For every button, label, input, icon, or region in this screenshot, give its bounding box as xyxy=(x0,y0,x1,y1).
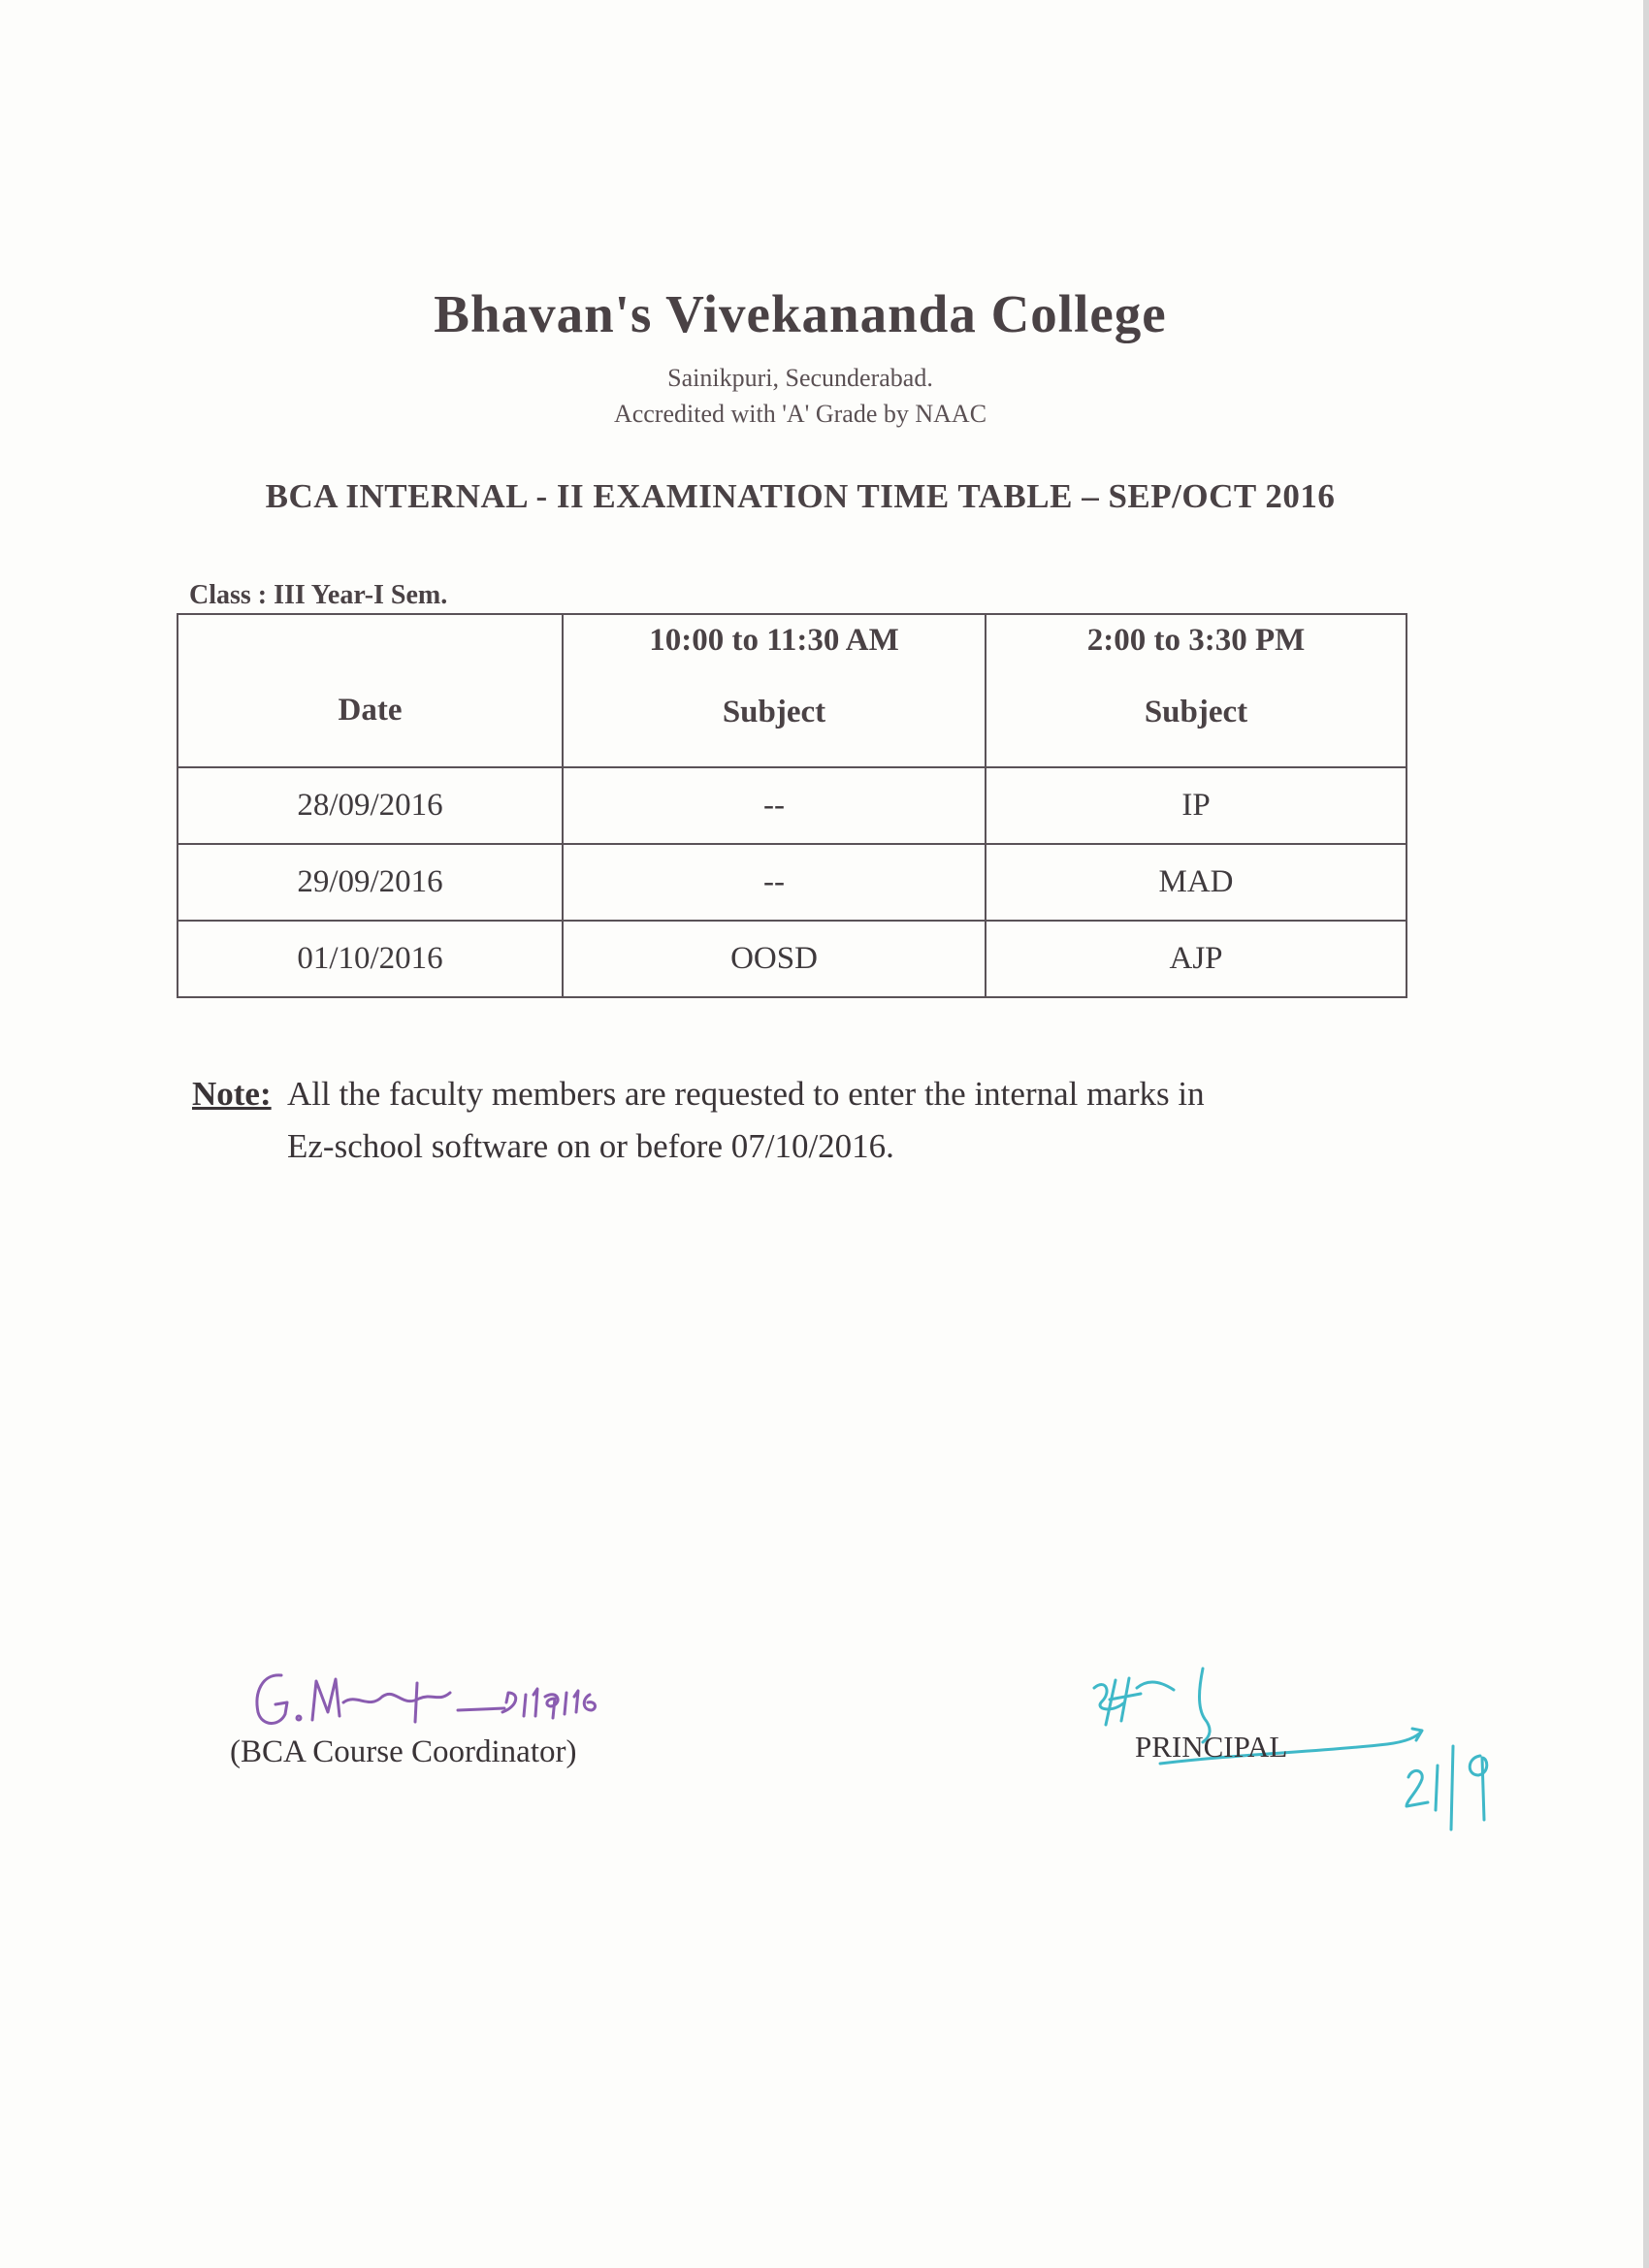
page-edge xyxy=(1643,0,1649,2268)
college-name: Bhavan's Vivekananda College xyxy=(434,284,1167,343)
table-header-row xyxy=(178,614,1406,767)
cell-morning-subject: -- xyxy=(563,844,986,921)
exam-title: BCA INTERNAL - II EXAMINATION TIME TABLE – SEP/OCT 2016 xyxy=(265,477,1336,515)
note-line-1: All the faculty members are requested to enter the internal marks in xyxy=(287,1075,1205,1113)
header-afternoon-subject: Subject xyxy=(1144,695,1248,729)
cell-morning-subject: -- xyxy=(563,767,986,844)
header-morning-subject: Subject xyxy=(722,695,826,729)
header-date: Date xyxy=(178,614,563,767)
table-row xyxy=(178,767,1406,844)
header-afternoon-time: 2:00 to 3:30 PM xyxy=(1086,623,1306,658)
note-line-2: Ez-school software on or before 07/10/2016. xyxy=(287,1127,894,1165)
coordinator-label: (BCA Course Coordinator) xyxy=(230,1734,577,1769)
cell-date: 28/09/2016 xyxy=(178,767,563,844)
cell-afternoon-subject: MAD xyxy=(986,844,1406,921)
principal-label: PRINCIPAL xyxy=(1135,1730,1288,1764)
header-morning-time: 10:00 to 11:30 AM xyxy=(649,623,899,658)
class-label: Class : III Year-I Sem. xyxy=(189,580,448,610)
table-row xyxy=(178,921,1406,997)
header-afternoon xyxy=(986,614,1406,767)
cell-date: 01/10/2016 xyxy=(178,921,563,997)
college-accreditation: Accredited with 'A' Grade by NAAC xyxy=(613,400,987,428)
timetable xyxy=(177,613,1407,998)
note-label: Note: xyxy=(192,1075,272,1113)
cell-afternoon-subject: IP xyxy=(986,767,1406,844)
college-address: Sainikpuri, Secunderabad. xyxy=(667,364,933,392)
table-row xyxy=(178,844,1406,921)
cell-afternoon-subject: AJP xyxy=(986,921,1406,997)
cell-morning-subject: OOSD xyxy=(563,921,986,997)
cell-date: 29/09/2016 xyxy=(178,844,563,921)
header-morning xyxy=(563,614,986,767)
